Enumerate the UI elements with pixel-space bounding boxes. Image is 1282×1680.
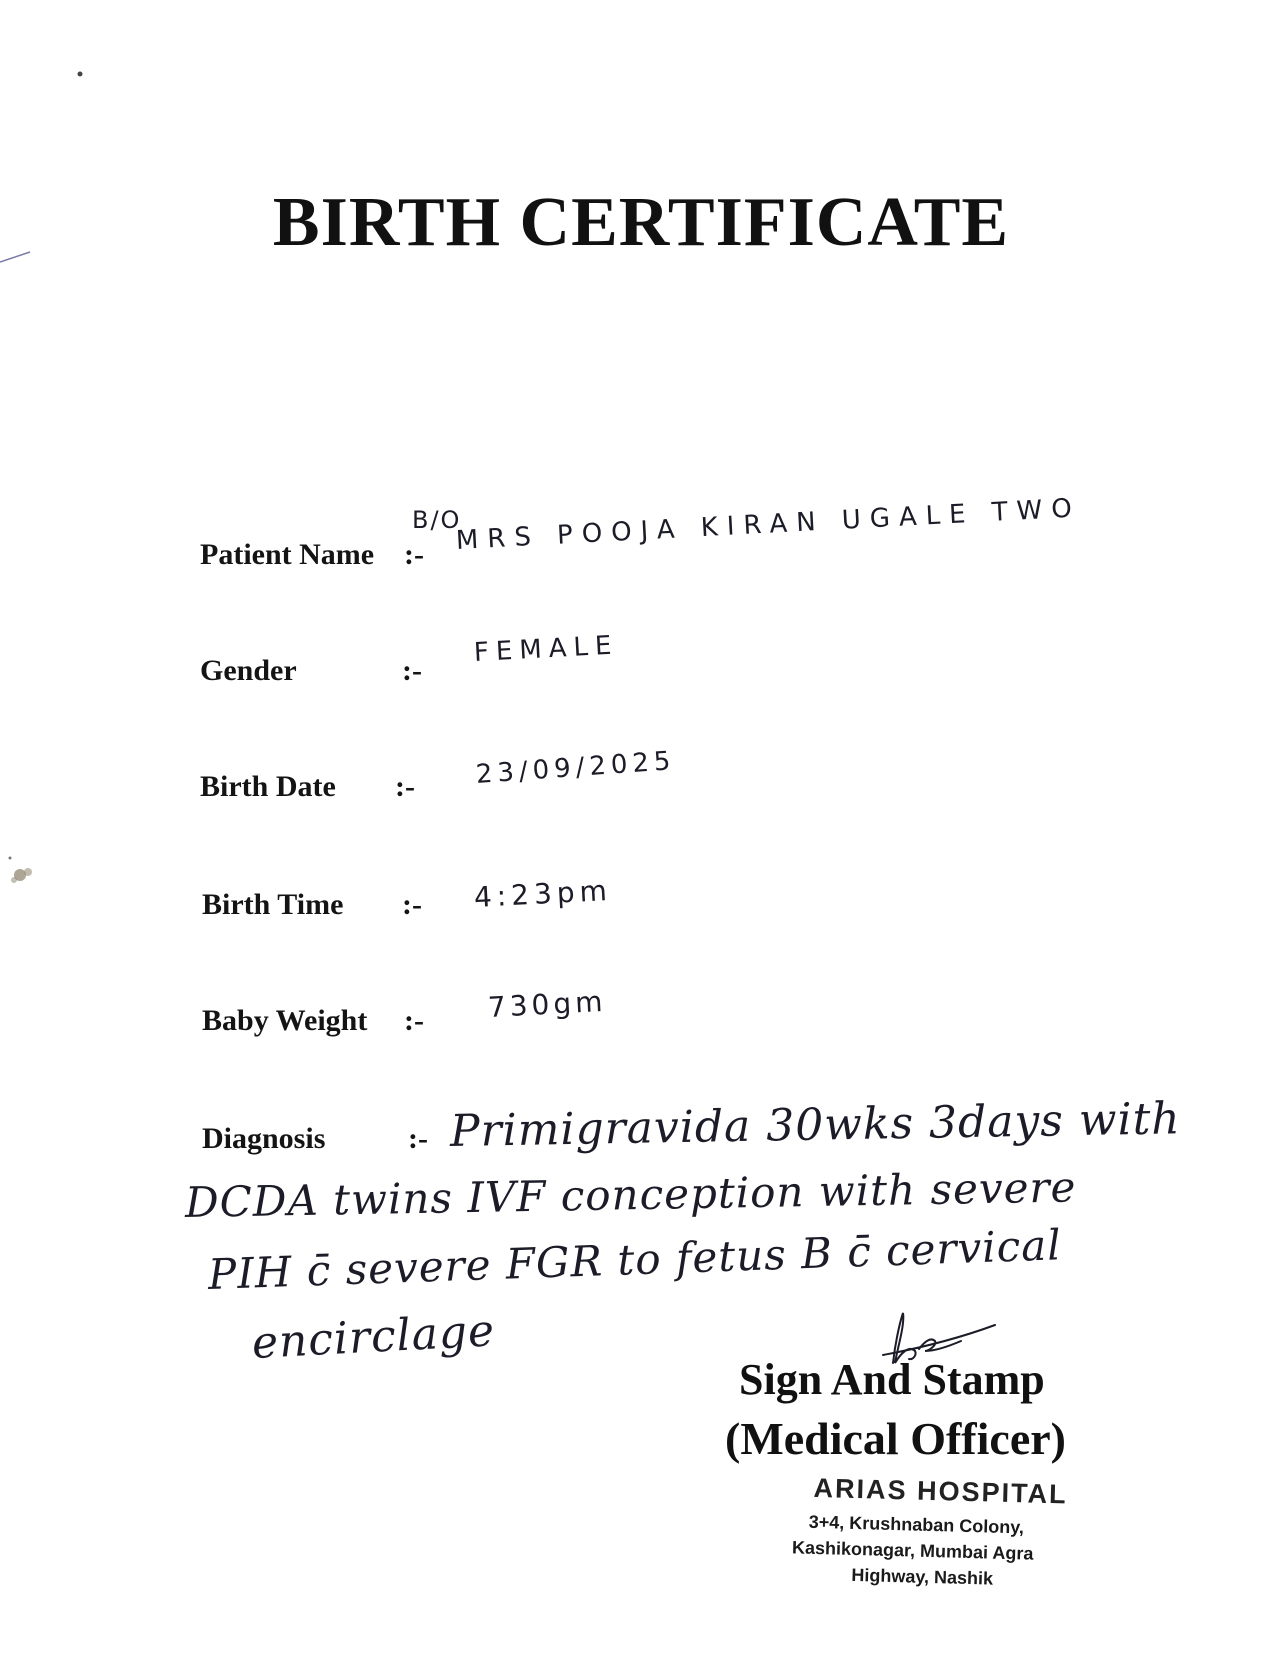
scan-dot-top-left (76, 70, 84, 78)
baby-weight-label: Baby Weight (202, 1004, 368, 1037)
diagnosis-separator: :- (408, 1122, 428, 1155)
gender-separator: :- (402, 654, 422, 687)
stamp-address-line-1: 3+4, Krushnaban Colony, (808, 1511, 1025, 1538)
patient-name-separator: :- (404, 538, 424, 571)
stamp-address-line-3: Highway, Nashik (851, 1564, 994, 1589)
gender-label: Gender (200, 654, 297, 687)
diagnosis-line-3: PIH c̄ severe FGR to fetus B c̄ cervical (207, 1220, 1063, 1299)
certificate-title: BIRTH CERTIFICATE (272, 184, 1010, 261)
scan-dust-left (0, 850, 45, 900)
diagnosis-line-4: encirclage (250, 1305, 497, 1369)
birth-date-separator: :- (395, 770, 415, 803)
baby-weight-separator: :- (404, 1004, 424, 1037)
birth-time-value: 4:23pm (473, 873, 613, 914)
patient-name-value: MRS POOJA KIRAN UGALE TWO (455, 493, 1082, 556)
baby-weight-value: 730gm (487, 984, 608, 1024)
patient-name-prefix: B/O (412, 506, 462, 534)
medical-officer-heading: (Medical Officer) (725, 1413, 1066, 1464)
diagnosis-line-1: Primigravida 30wks 3days with (449, 1093, 1182, 1157)
birth-time-separator: :- (402, 888, 422, 921)
hospital-stamp (777, 1474, 1100, 1602)
diagnosis-line-2: DCDA twins IVF conception with severe (184, 1162, 1077, 1227)
patient-name-label: Patient Name (200, 538, 375, 571)
diagnosis-label: Diagnosis (202, 1122, 326, 1155)
stamp-address-line-2: Kashikonagar, Mumbai Agra (791, 1537, 1034, 1564)
birth-date-value: 23/09/2025 (474, 746, 677, 790)
gender-value: FEMALE (473, 630, 620, 668)
birth-time-label: Birth Time (202, 888, 344, 921)
sign-and-stamp-heading: Sign And Stamp (739, 1355, 1045, 1404)
birth-date-label: Birth Date (200, 770, 336, 803)
stamp-hospital-name: ARIAS HOSPITAL (813, 1472, 1068, 1510)
